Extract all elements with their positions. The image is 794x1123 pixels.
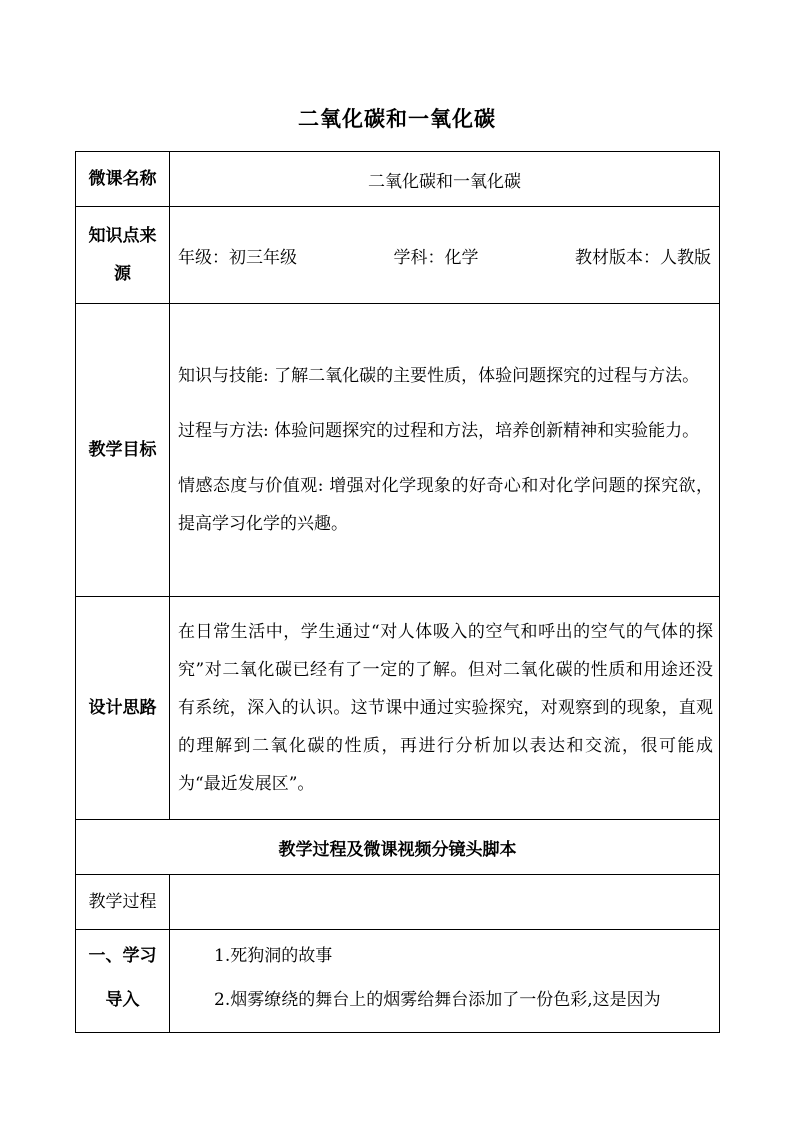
intro-item-1: 1.死狗洞的故事	[214, 946, 333, 966]
subject-text: 学科：化学	[393, 247, 479, 268]
goals-label: 教学目标	[76, 304, 170, 597]
lesson-plan-table	[75, 151, 720, 1033]
source-row	[76, 207, 720, 304]
grade-text: 年级：初三年级	[178, 247, 297, 268]
course-name-row	[76, 152, 720, 207]
design-content	[170, 597, 720, 820]
course-name-label: 微课名称	[76, 152, 170, 207]
design-row	[76, 597, 720, 820]
source-value	[170, 207, 720, 304]
intro-content	[170, 930, 720, 1033]
intro-label-line1: 一、学习	[88, 946, 157, 966]
process-label: 教学过程	[76, 875, 170, 930]
goal-knowledge: 知识与技能: 了解二氧化碳的主要性质，体验问题探究的过程与方法。	[178, 366, 700, 386]
section-header: 教学过程及微课视频分镜头脚本	[76, 820, 720, 875]
source-label-line1: 知识点来	[88, 226, 157, 246]
intro-label	[76, 930, 170, 1033]
goals-row	[76, 304, 720, 597]
intro-row	[76, 930, 720, 1033]
source-label	[76, 207, 170, 304]
intro-label-line2: 导入	[105, 990, 140, 1010]
edition-text: 教材版本：人教版	[575, 247, 711, 268]
process-value	[170, 875, 720, 930]
goals-content	[170, 304, 720, 597]
design-label: 设计思路	[76, 597, 170, 820]
intro-item-2: 2.烟雾缭绕的舞台上的烟雾给舞台添加了一份色彩,这是因为	[214, 990, 661, 1010]
design-text: 在日常生活中，学生通过“对人体吸入的空气和呼出的空气的气体的探究”对二氧化碳已经有了一定的了解。但对二氧化碳的性质和用途还没有系统，深入的认识。这节课中通过实验探究，对观察到的现象，直观的理解到二氧化碳的性质，再进行分析加以表达和交流，很可能成为“最近发展区”。	[178, 622, 713, 794]
document-title: 二氧化碳和一氧化碳	[298, 106, 496, 131]
source-label-line2: 源	[114, 264, 131, 284]
section-header-row	[76, 820, 720, 875]
process-row	[76, 875, 720, 930]
goal-process: 过程与方法: 体验问题探究的过程和方法，培养创新精神和实验能力。	[178, 421, 700, 441]
course-name-value: 二氧化碳和一氧化碳	[170, 152, 720, 207]
goal-attitude: 情感态度与价值观: 增强对化学现象的好奇心和对化学问题的探究欲，提高学习化学的兴趣。	[178, 476, 713, 534]
